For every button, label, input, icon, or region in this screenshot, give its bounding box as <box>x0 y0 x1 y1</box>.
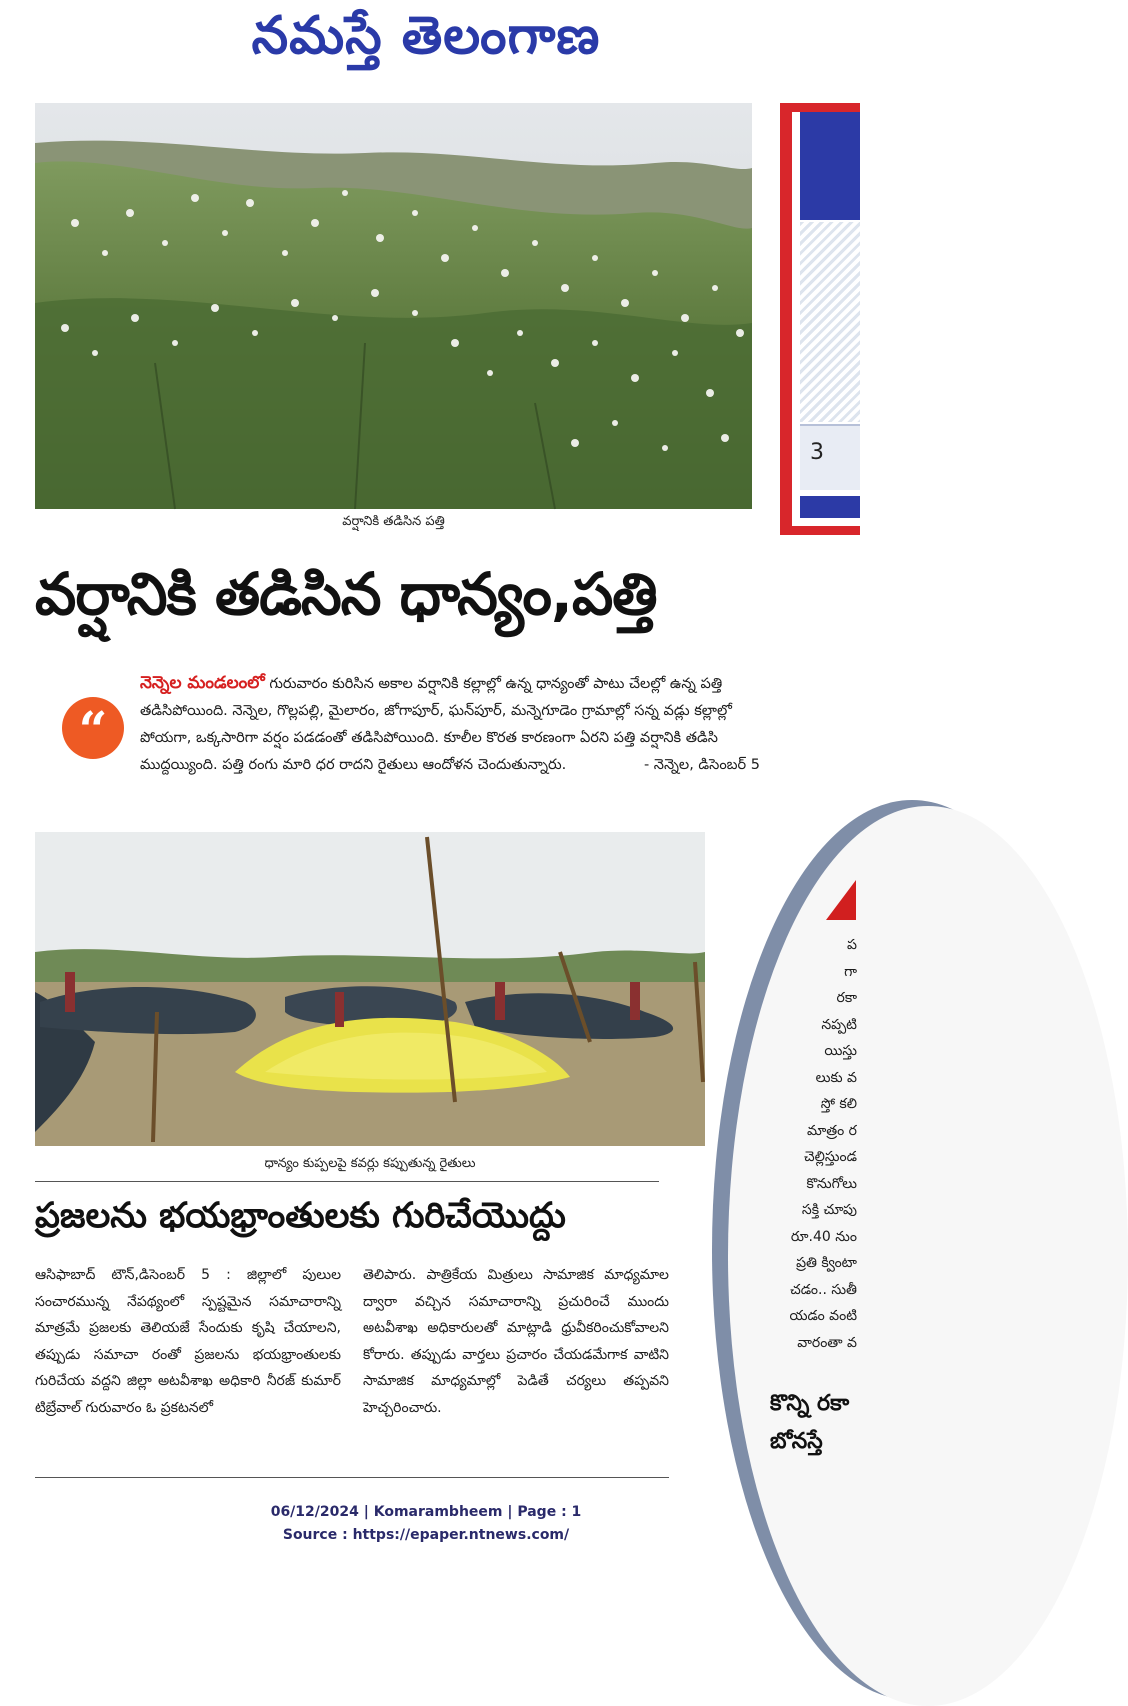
side-line: స్తో కలి <box>820 1096 857 1112</box>
side-line: చెల్లిస్తుండ <box>803 1149 857 1165</box>
footer-source-link[interactable]: Source : https://epaper.ntnews.com/ <box>282 1527 570 1543</box>
section-divider <box>35 1181 659 1182</box>
side-line: వారంతా వ <box>797 1334 857 1351</box>
side-column-text <box>762 932 857 1356</box>
side-line: యడం వంటి <box>789 1308 857 1324</box>
side-line: గా <box>844 963 857 980</box>
sub-story-text-2: తెలిపారు. పాత్రికేయ మిత్రులు సామాజిక మాధ్యమాల ద్వారా వచ్చిన సమాచారాన్ని ప్రచురించే ముందు అటవీశాఖ అధికారులతో మాట్లాడి ధ్రువీకరించుకోవాలని కోరారు. తప్పుడు వార్తలు ప్రచారం చేయడమేగాక వాటిని సామాజిక మాధ్యమాల్లో పెడితే చర్యలు తప్పవని హెచ్చరించారు. <box>363 1267 669 1416</box>
newspaper-masthead: నమస్తే తెలంగాణ <box>251 6 601 66</box>
side-headline-line: కొన్ని రకా <box>770 1391 850 1416</box>
side-ad-footer-bar <box>800 496 860 518</box>
side-line: రకా <box>836 990 857 1006</box>
side-ad-number-box <box>800 424 860 490</box>
side-red-marker <box>826 880 856 920</box>
bottom-divider <box>35 1477 669 1478</box>
intro-paragraph <box>140 670 760 779</box>
intro-dateline: - నెన్నెల, డిసెంబర్ 5 <box>643 757 760 773</box>
cotton-field-photo <box>35 103 752 509</box>
side-line: కొనుగోలు <box>806 1175 857 1192</box>
cotton-field-image <box>35 103 752 509</box>
main-headline: వర్షానికి తడిసిన ధాన్యం,పత్తి <box>35 560 657 628</box>
side-line: లుకు వ <box>815 1069 857 1086</box>
side-ad-number: 3 <box>810 440 824 465</box>
photo1-caption: వర్షానికి తడిసిన పత్తి <box>342 514 445 529</box>
side-line: నప్పటి <box>821 1016 857 1033</box>
side-ad-pattern <box>800 222 860 422</box>
photo2-caption: ధాన్యం కుప్పలపై కవర్లు కప్పుతున్న రైతులు <box>264 1156 476 1171</box>
side-ad-banner <box>800 112 860 220</box>
quote-icon: “ <box>62 697 124 759</box>
side-line: ప్రతి క్వింటా <box>796 1255 857 1271</box>
sub-story-headline: ప్రజలను భయభ్రాంతులకు గురిచేయొద్దు <box>35 1196 566 1236</box>
side-headline-line: బోనస్తే <box>770 1429 823 1454</box>
sub-story-column-2 <box>363 1262 669 1421</box>
footer-date-page: 06/12/2024 | Komarambheem | Page : 1 <box>270 1504 582 1520</box>
intro-lead: నెన్నెల మండలంలో <box>140 673 265 693</box>
side-line: మాత్రం ర <box>806 1122 857 1139</box>
side-line: సక్తి చూపు <box>801 1202 857 1218</box>
side-line: రూ.40 నుం <box>790 1228 857 1245</box>
sub-story-text-1: ఆసిఫాబాద్ టౌన్,డిసెంబర్ 5 : జిల్లాలో పులుల సంచారమున్న నేపథ్యంలో స్పష్టమైన సమాచారాన్ని మాత్రమే ప్రజలకు తెలియజే సేందుకు కృషి చేయాలని, తప్పుడు సమాచా రంతో ప్రజలను భయభ్రాంతులకు గురిచేయ వద్దని జిల్లా అటవీశాఖ అధికారి నీరజ్ కుమార్ టిబ్రేవాల్ గురువారం ఓ ప్రకటనలో <box>35 1267 341 1416</box>
intro-body: గురువారం కురిసిన అకాల వర్షానికి కల్లాల్లో ఉన్న ధాన్యంతో పాటు చేలల్లో ఉన్న పత్తి తడిసిపోయింది. నెన్నెల, గొల్లపల్లి, మైలారం, జోగాపూర్, ఘన్‌పూర్, మన్నెగూడెం గ్రామాల్లో సన్న వడ్లు కల్లాల్లో పోయగా, ఒక్కసారిగా వర్షం పడడంతో తడిసిపోయింది. కూలీల కొరత కారణంగా ఏరని పత్తి వర్షానికి తడిసి ముద్దయ్యింది. పత్తి రంగు మారి ధర రాదని రైతులు ఆందోళన చెందుతున్నారు. <box>140 676 732 773</box>
sub-story-column-1 <box>35 1262 341 1421</box>
grain-heaps-image <box>35 832 705 1146</box>
grain-heaps-photo <box>35 832 705 1146</box>
side-line: చడం.. సుతీ <box>790 1281 857 1298</box>
side-line: యిస్తు <box>824 1043 857 1059</box>
side-line: ప <box>847 937 857 953</box>
side-headline <box>770 1385 860 1461</box>
